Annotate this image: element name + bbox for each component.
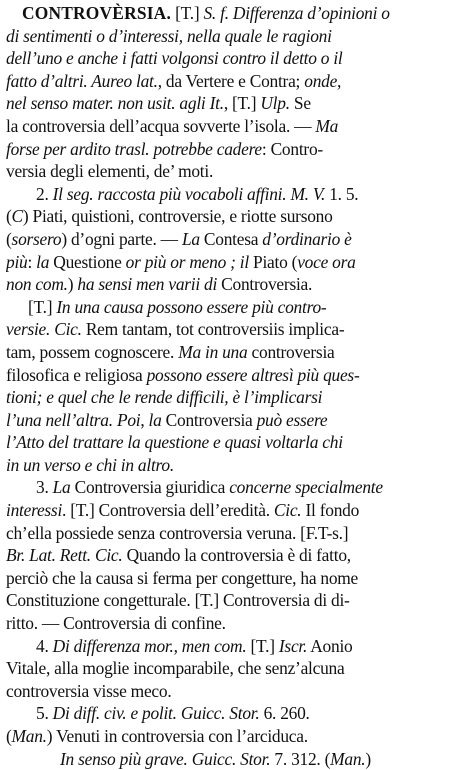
- line-content: [6, 364, 359, 387]
- text: ,: [140, 409, 149, 430]
- text: (: [6, 206, 12, 227]
- italic-text: Ma: [315, 115, 339, 136]
- italic-text: forse per ardito trasl. potrebbe cadere: [6, 138, 262, 159]
- entry-line: [6, 251, 468, 274]
- text: ) d’ogni parte. —: [61, 228, 182, 249]
- italic-text: C: [11, 206, 23, 227]
- text: ritto. — Controversia di confine.: [6, 613, 226, 634]
- text: :: [27, 251, 37, 272]
- line-content: [6, 251, 356, 274]
- italic-text: l’una nell’altra. Poi: [6, 409, 141, 430]
- entry-line: [6, 273, 468, 296]
- text: Se: [289, 93, 311, 114]
- text: Quando la controversia è di fatto,: [122, 545, 351, 566]
- line-content: [36, 702, 310, 725]
- italic-text: Di differenza mor., men com.: [52, 635, 247, 656]
- entry-line: [6, 364, 468, 387]
- text: ) Piati, quistioni, controversie, e riotte sursono: [22, 206, 333, 227]
- text: ch’ella possiede senza controversia veruna. [F.T-s.]: [6, 522, 349, 543]
- italic-text: fatto d’altri. Aureo lat.: [6, 70, 158, 91]
- italic-text: tioni; e quel che le rende difficili, è l’implicarsi: [6, 387, 323, 408]
- italic-text: In senso più grave. Guicc. Stor.: [60, 748, 271, 769]
- line-content: [6, 341, 335, 364]
- entry-line: [6, 47, 468, 70]
- entry-line: [6, 296, 468, 319]
- text: [T.]: [28, 296, 57, 317]
- line-content: [6, 47, 343, 70]
- italic-text: può essere: [256, 409, 328, 430]
- line-content: [22, 2, 390, 25]
- text: ) Venuti in controversia con l’arciduca.: [46, 726, 308, 746]
- text: Aonio: [307, 635, 353, 656]
- italic-text: concerne specialmente: [229, 477, 383, 498]
- entry-line: [6, 680, 468, 703]
- text: . [T.] Controversia dell’eredità.: [62, 500, 274, 521]
- text: perciò che la causa si ferma per congetture, ha nome: [6, 567, 359, 588]
- entry-line: [6, 205, 468, 228]
- text: Rem tantam, tot controversiis implica-: [81, 319, 345, 340]
- line-content: [36, 635, 352, 658]
- italic-text: La: [52, 477, 71, 498]
- entry-line: [6, 341, 468, 364]
- italic-text: or più or meno ; il: [125, 251, 249, 272]
- italic-text: dell’uno e anche i fatti volgonsi contro il detto o il: [6, 48, 343, 69]
- entry-line: [6, 612, 468, 635]
- line-content: [6, 589, 350, 612]
- entry-line: [6, 386, 468, 409]
- line-content: [6, 522, 348, 545]
- text: , [T.]: [223, 93, 261, 114]
- entry-line: [6, 431, 468, 454]
- italic-text: Ulp.: [260, 93, 290, 114]
- line-content: [6, 92, 311, 115]
- text: 5.: [36, 703, 53, 724]
- text: la controversia dell’acqua sovverte l’isola. —: [6, 115, 316, 136]
- entry-line: [6, 409, 468, 432]
- entry-line: [6, 544, 468, 567]
- text: filosofica e religiosa: [6, 364, 147, 385]
- text: (: [6, 228, 12, 249]
- line-content: [6, 680, 171, 703]
- headword: CONTROVÈRSIA.: [22, 3, 171, 23]
- text: Contesa: [199, 228, 263, 249]
- line-content: [6, 612, 226, 635]
- entry-line: [6, 25, 468, 48]
- italic-text: di sentimenti o d’interessi, nella quale le ragioni: [6, 25, 332, 46]
- italic-text: possono essere altresì più ques-: [146, 364, 360, 385]
- entry-line: [6, 725, 468, 748]
- italic-text: in un verso e chi in altro.: [6, 454, 174, 475]
- text: Controversia giuridica: [70, 477, 230, 498]
- italic-text: interessi: [6, 500, 63, 521]
- entry-line: [6, 499, 468, 522]
- italic-text: Man.: [330, 748, 366, 769]
- text: [T.]: [246, 635, 279, 656]
- text: , da Vertere e Contra;: [157, 70, 305, 91]
- entry-line: [6, 476, 468, 499]
- text: [T.]: [171, 3, 204, 23]
- italic-text: più: [6, 251, 28, 272]
- text: Questione: [49, 251, 126, 272]
- line-content: [6, 725, 308, 748]
- italic-text: onde,: [304, 70, 342, 91]
- text: Controversia: [161, 409, 257, 430]
- italic-text: Di diff. civ. e polit. Guicc. Stor.: [52, 703, 260, 724]
- italic-text: la: [148, 409, 162, 430]
- entry-line: [6, 160, 468, 183]
- entry-line: [6, 635, 468, 658]
- line-content: [28, 296, 326, 319]
- text: Piato (: [248, 251, 298, 272]
- entry-line: [6, 2, 468, 25]
- italic-text: la: [36, 251, 50, 272]
- line-content: [6, 431, 343, 454]
- line-content: [6, 386, 322, 409]
- italic-text: sorsero: [11, 228, 62, 249]
- italic-text: d’ordinario è: [262, 228, 352, 249]
- line-content: [6, 499, 359, 522]
- text: : Contro-: [261, 138, 323, 159]
- line-content: [6, 273, 312, 296]
- italic-text: voce ora: [297, 251, 356, 272]
- italic-text: In una causa possono essere più contro-: [56, 296, 327, 317]
- line-content: [6, 70, 341, 93]
- entry-line: [6, 115, 468, 138]
- italic-text: S. f. Differenza d’opinioni o: [203, 3, 390, 23]
- italic-text: ha sensi men varii di: [77, 274, 218, 295]
- text: 3.: [36, 477, 53, 498]
- italic-text: Ma in una: [178, 341, 248, 362]
- italic-text: nel senso mater. non usit. agli It.: [6, 93, 224, 114]
- entry-line: [6, 522, 468, 545]
- entry-line: [6, 454, 468, 477]
- entry-line: [6, 228, 468, 251]
- line-content: [60, 748, 371, 770]
- text: ): [67, 274, 78, 295]
- italic-text: Man.: [11, 726, 47, 746]
- italic-text: La: [181, 228, 200, 249]
- text: ): [365, 748, 371, 769]
- line-content: [6, 228, 352, 251]
- italic-text: Br. Lat. Rett. Cic.: [6, 545, 123, 566]
- text: controversia visse meco.: [6, 680, 172, 701]
- entry-line: [6, 567, 468, 590]
- entry-line: [6, 70, 468, 93]
- entry-line: [6, 318, 468, 341]
- text: Controversia.: [217, 274, 313, 295]
- text: versia degli elementi, de’ moti.: [6, 161, 214, 182]
- entry-line: [6, 183, 468, 206]
- line-content: [6, 115, 338, 138]
- italic-text: non com.: [6, 274, 68, 295]
- line-content: [6, 138, 323, 161]
- line-content: [6, 205, 333, 228]
- entry-line: [6, 589, 468, 612]
- text: 2.: [36, 183, 53, 204]
- text: 4.: [36, 635, 53, 656]
- text: 7. 312. (: [270, 748, 331, 769]
- text: Il fondo: [301, 500, 360, 521]
- text: Constituzione congetturale. [T.] Controversia di di-: [6, 590, 350, 611]
- italic-text: versie. Cic.: [6, 319, 82, 340]
- text: controversia: [247, 341, 335, 362]
- text: 6. 260.: [259, 703, 310, 724]
- line-content: [6, 544, 351, 567]
- line-content: [6, 25, 332, 48]
- line-content: [6, 409, 327, 432]
- entry-line: [6, 748, 468, 770]
- italic-text: Iscr.: [278, 635, 308, 656]
- italic-text: Cic.: [273, 500, 302, 521]
- line-content: [6, 657, 344, 680]
- line-content: [6, 160, 213, 183]
- italic-text: l’Atto del trattare la questione e quasi voltarla chi: [6, 432, 343, 453]
- entry-line: [6, 92, 468, 115]
- entry-line: [6, 138, 468, 161]
- line-content: [36, 476, 383, 499]
- text: (: [6, 726, 12, 746]
- line-content: [6, 318, 344, 341]
- italic-text: Il seg. raccosta più vocaboli affini. M. V.: [52, 183, 326, 204]
- text: tam, possem cognoscere.: [6, 341, 179, 362]
- entry-line: [6, 702, 468, 725]
- line-content: [6, 454, 174, 477]
- entry-line: [6, 657, 468, 680]
- text: 1. 5.: [325, 183, 359, 204]
- text: Vitale, alla moglie incomparabile, che senz’alcuna: [6, 658, 345, 679]
- line-content: [6, 567, 358, 590]
- line-content: [36, 183, 358, 206]
